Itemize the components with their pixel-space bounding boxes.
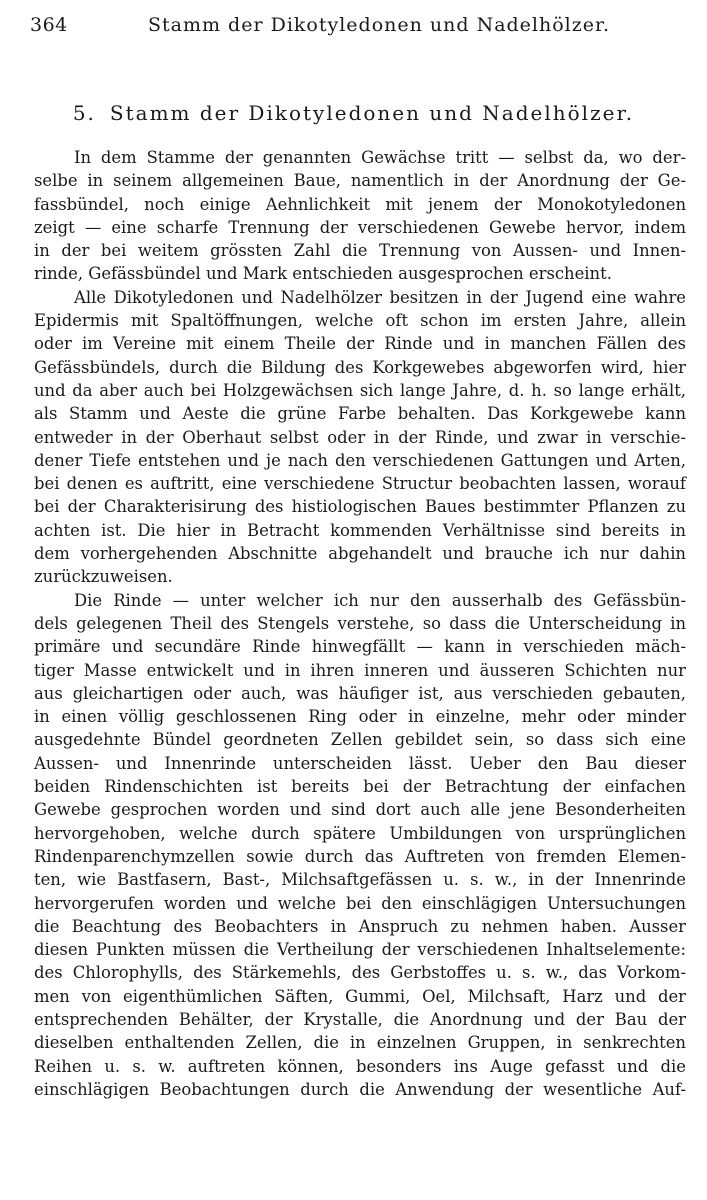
section-number: 5.	[72, 101, 96, 125]
text-line: Rindenparenchymzellen sowie durch das Auftreten von fremden Elemen-	[34, 846, 686, 866]
text-line: Alle Dikotyledonen und Nadelhölzer besitzen in der Jugend eine wahre	[74, 287, 686, 307]
text-line: Gefässbündels, durch die Bildung des Korkgewebes abgeworfen wird, hier	[34, 357, 686, 377]
text-line: Reihen u. s. w. auftreten können, besonders ins Auge gefasst und die	[34, 1056, 686, 1076]
text-line: die Beachtung des Beobachters in Anspruch zu nehmen haben. Ausser	[34, 916, 686, 936]
text-line: primäre und secundäre Rinde hinwegfällt — kann in verschieden mäch-	[34, 637, 686, 657]
text-line: selbe in seinem allgemeinen Baue, namentlich in der Anordnung der Ge-	[34, 171, 686, 191]
paragraph-2	[34, 286, 686, 589]
text-line: des Chlorophylls, des Stärkemehls, des Gerbstoffes u. s. w., das Vorkom-	[34, 963, 686, 983]
text-line: fassbündel, noch einige Aehnlichkeit mit jenem der Monokotyledonen	[34, 194, 686, 214]
text-line: Gewebe gesprochen worden und sind dort auch alle jene Besonderheiten	[34, 800, 686, 820]
text-line: in der bei weitem grössten Zahl die Trennung von Aussen- und Innen-	[34, 241, 686, 261]
text-line: achten ist. Die hier in Betracht kommenden Verhältnisse sind bereits in	[34, 520, 686, 540]
body-text	[34, 146, 686, 1101]
text-line: Epidermis mit Spaltöffnungen, welche oft schon im ersten Jahre, allein	[34, 311, 686, 331]
text-line: aus gleichartigen oder auch, was häufiger ist, aus verschieden gebauten,	[34, 683, 686, 703]
text-line: dem vorhergehenden Abschnitte abgehandelt und brauche ich nur dahin	[34, 544, 686, 564]
paragraph-3	[34, 589, 686, 1102]
text-line: zeigt — eine scharfe Trennung der verschiedenen Gewebe hervor, indem	[34, 217, 686, 237]
text-line: Die Rinde — unter welcher ich nur den ausserhalb des Gefässbün-	[74, 590, 686, 610]
text-line: in einen völlig geschlossenen Ring oder in einzelne, mehr oder minder	[34, 707, 686, 727]
page-number: 364	[30, 14, 68, 36]
text-line: Aussen- und Innenrinde unterscheiden lässt. Ueber den Bau dieser	[34, 753, 686, 773]
text-line: ausgedehnte Bündel geordneten Zellen gebildet sein, so dass sich eine	[34, 730, 686, 750]
text-line: einschlägigen Beobachtungen durch die Anwendung der wesentliche Auf-	[34, 1079, 686, 1099]
text-line: entsprechenden Behälter, der Krystalle, die Anordnung und der Bau der	[34, 1009, 686, 1029]
text-line: und da aber auch bei Holzgewächsen sich lange Jahre, d. h. so lange erhält,	[34, 380, 686, 400]
text-line: In dem Stamme der genannten Gewächse tritt — selbst da, wo der-	[74, 148, 686, 167]
paragraph-1	[34, 146, 686, 286]
running-title: Stamm der Dikotyledonen und Nadelhölzer.	[148, 14, 611, 36]
text-line: hervorgehoben, welche durch spätere Umbildungen von ursprünglichen	[34, 823, 686, 843]
text-line: zurückzuweisen.	[34, 567, 173, 587]
text-line: entweder in der Oberhaut selbst oder in der Rinde, und zwar in verschie-	[34, 427, 686, 447]
text-line: beiden Rindenschichten ist bereits bei der Betrachtung der einfachen	[34, 777, 686, 797]
text-line: bei denen es auftritt, eine verschiedene Structur beobachten lassen, worauf	[34, 474, 686, 494]
text-line: ten, wie Bastfasern, Bast-, Milchsaftgefässen u. s. w., in der Innenrinde	[34, 870, 686, 890]
text-line: dieselben enthaltenden Zellen, die in einzelnen Gruppen, in senkrechten	[34, 1033, 686, 1053]
text-line: tiger Masse entwickelt und in ihren inneren und äusseren Schichten nur	[34, 660, 686, 680]
text-line: bei der Charakterisirung des histiologischen Baues bestimmter Pflanzen zu	[34, 497, 686, 517]
text-line: als Stamm und Aeste die grüne Farbe behalten. Das Korkgewebe kann	[34, 404, 686, 424]
text-line: dener Tiefe entstehen und je nach den verschiedenen Gattungen und Arten,	[34, 450, 686, 470]
section-heading	[0, 98, 707, 128]
text-line: hervorgerufen worden und welche bei den einschlägigen Untersuchungen	[34, 893, 686, 913]
text-line: rinde, Gefässbündel und Mark entschieden ausgesprochen erscheint.	[34, 264, 612, 284]
section-title: Stamm der Dikotyledonen und Nadelhölzer.	[109, 101, 635, 125]
running-head	[30, 10, 680, 40]
text-line: diesen Punkten müssen die Vertheilung der verschiedenen Inhaltselemente:	[34, 940, 686, 960]
text-line: dels gelegenen Theil des Stengels verstehe, so dass die Unterscheidung in	[34, 613, 686, 633]
text-line: men von eigenthümlichen Säften, Gummi, Oel, Milchsaft, Harz und der	[34, 986, 686, 1006]
text-line: oder im Vereine mit einem Theile der Rinde und in manchen Fällen des	[34, 334, 686, 354]
